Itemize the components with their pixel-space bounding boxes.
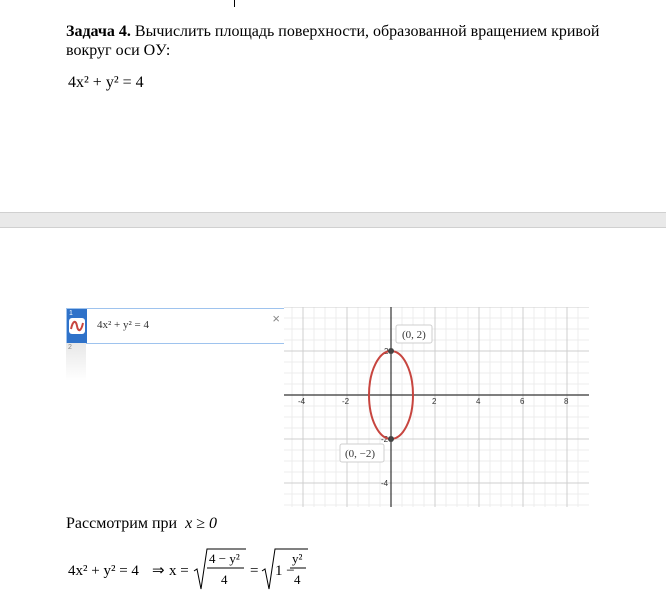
point-bottom-label-box	[340, 444, 384, 462]
expression-gutter	[67, 309, 87, 343]
consider-label: Рассмотрим при	[66, 515, 178, 532]
consider-line	[66, 515, 217, 533]
y-tick-label: -4	[381, 479, 389, 488]
expression-panel[interactable]	[66, 308, 286, 344]
close-icon[interactable]: ×	[272, 311, 280, 326]
x-tick-label: -2	[342, 397, 350, 406]
task-statement	[66, 22, 606, 60]
derivation-formula	[66, 545, 386, 595]
x-tick-label: -4	[298, 397, 306, 406]
consider-condition: x ≥ 0	[185, 515, 218, 532]
x-tick-label: 2	[432, 397, 437, 406]
x-equals: x =	[169, 563, 189, 579]
derivation-lhs: 4x² + y² = 4	[68, 563, 139, 579]
main-equation: 4x² + y² = 4	[68, 74, 144, 91]
expression-input[interactable]: 4x² + y² = 4	[97, 319, 150, 331]
y-tick-label: -2	[381, 435, 389, 444]
graph-canvas[interactable]	[284, 307, 589, 507]
page-break	[0, 212, 666, 228]
point-top-label-box	[396, 325, 432, 343]
sqrt1-numerator: 4 − y²	[209, 551, 240, 566]
x-tick-label: 4	[476, 397, 481, 406]
one-minus: 1 −	[275, 563, 295, 579]
text-cursor-mark	[234, 0, 235, 7]
x-tick-label: 8	[564, 397, 569, 406]
curve-logo-icon	[69, 318, 85, 334]
expression-list-gutter	[66, 343, 86, 381]
sqrt2-numerator: y²	[292, 551, 303, 566]
sqrt1-denominator: 4	[221, 572, 228, 587]
task-text: Вычислить площадь поверхности, образованной вращением кривой вокруг оси OУ:	[66, 23, 600, 59]
x-tick-label: 6	[520, 397, 525, 406]
task-heading: Задача 4.	[66, 23, 131, 40]
expression-index: 1	[69, 310, 73, 317]
sqrt2-denominator: 4	[294, 572, 301, 587]
point-bottom-marker[interactable]	[388, 436, 394, 442]
y-tick-label: 2	[384, 347, 389, 356]
document-page-top	[0, 0, 666, 212]
point-bottom-label: (0, −2)	[345, 448, 376, 460]
equals-sign: =	[250, 563, 259, 579]
point-top-label: (0, 2)	[402, 329, 426, 341]
point-top-marker[interactable]	[388, 348, 394, 354]
implies-arrow: ⇒	[152, 563, 165, 579]
second-expression-index: 2	[68, 344, 72, 351]
